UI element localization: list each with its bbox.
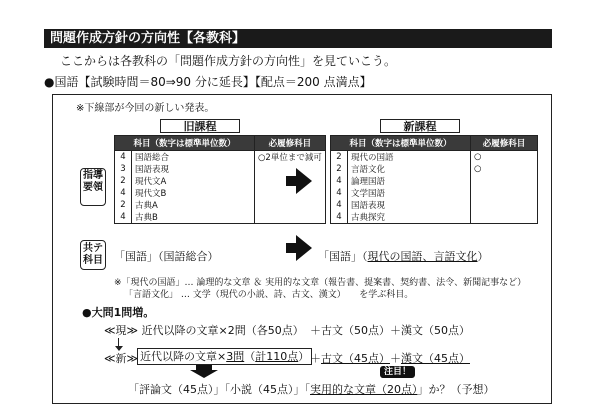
- plus-sign: ＋: [310, 352, 321, 365]
- subject-name: 言語文化: [348, 163, 471, 175]
- subject-name: 国語総合: [132, 151, 255, 164]
- unit-count: 4: [331, 199, 348, 211]
- header-subject: 科目（数字は標準単位数）: [331, 136, 471, 151]
- required-mark: [471, 175, 538, 187]
- new-main-total: 計110点: [255, 350, 299, 363]
- subject-name: 古典B: [132, 211, 255, 224]
- current-row: [104, 322, 304, 338]
- current-main: 近代以降の文章×2問（各50点）: [141, 324, 304, 337]
- note-line-1: ※「現代の国語」… 論理的な文章 ＆ 実用的な文章（報告書、提案書、契約書、法令、新聞記事など）: [114, 278, 527, 288]
- new-main-count: 3問: [226, 350, 245, 363]
- intro-text: ここからは各教科の「問題作成方針の方向性」を見ていこう。: [60, 54, 397, 68]
- required-mark: [255, 187, 326, 199]
- bold-arrow-down-icon: [190, 370, 218, 378]
- unit-count: 4: [331, 187, 348, 199]
- page-title: 問題作成方針の方向性【各教科】: [44, 29, 552, 48]
- arrow-right-icon: [296, 235, 312, 261]
- section-heading: ●国語【試験時間＝80⇒90 分に延長】【配点＝200 点満点】: [44, 75, 372, 89]
- unit-count: 4: [115, 211, 132, 224]
- common-new: [318, 248, 489, 264]
- required-mark: [255, 199, 326, 211]
- unit-count: 2: [331, 151, 348, 164]
- required-mark: ○: [471, 151, 538, 164]
- arrow-shaft: [286, 176, 296, 186]
- subject-name: 国語表現: [348, 199, 471, 211]
- new-label: ≪新≫: [104, 352, 139, 365]
- table-header: [331, 136, 538, 151]
- subject-name: 古典探究: [348, 211, 471, 224]
- subject-name: 文学国語: [348, 187, 471, 199]
- prediction-a: 「評論文（45点）」「小説（45点）」「: [128, 383, 310, 396]
- table-row: [331, 211, 538, 224]
- current-rest: ＋古文（50点）＋漢文（50点）: [310, 324, 470, 337]
- old-course-title: 旧課程: [160, 119, 240, 133]
- table-row: [115, 211, 326, 224]
- attention-badge: 注目！: [380, 366, 415, 378]
- table-header: [115, 136, 326, 151]
- new-main-a: 近代以降の文章×: [140, 350, 227, 363]
- common-test-label: 共テ科目: [80, 240, 106, 270]
- required-mark: ○: [471, 163, 538, 175]
- table-row: [331, 151, 538, 164]
- prediction-practical: 実用的な文章（20点）: [310, 383, 418, 396]
- arrow-right-icon: [296, 168, 312, 194]
- subject-name: 論理国語: [348, 175, 471, 187]
- table-row: [331, 187, 538, 199]
- subject-name: 古典A: [132, 199, 255, 211]
- subject-name: 現代の国語: [348, 151, 471, 164]
- table-row: [331, 175, 538, 187]
- guideline-label: 指導要領: [80, 168, 106, 206]
- current-label: ≪現≫: [104, 324, 139, 337]
- unit-count: 3: [115, 163, 132, 175]
- unit-count: 2: [115, 199, 132, 211]
- common-new-suffix: ）: [477, 250, 489, 263]
- required-mark: [471, 211, 538, 224]
- unit-count: 2: [115, 175, 132, 187]
- table-row: [331, 199, 538, 211]
- new-course-table: [330, 135, 538, 224]
- header-required: 必履修科目: [471, 136, 538, 151]
- required-mark: ○2単位まで減可: [255, 151, 326, 164]
- subject-name: 現代文B: [132, 187, 255, 199]
- arrow-shaft: [286, 243, 296, 253]
- table-row: [331, 163, 538, 175]
- header-required: 必履修科目: [255, 136, 326, 151]
- common-new-prefix: 「国語」（: [318, 250, 368, 263]
- new-course-title: 新課程: [380, 119, 460, 133]
- subject-name: 現代文A: [132, 175, 255, 187]
- new-kanbun: 漢文（45点）: [401, 352, 470, 365]
- common-new-subjects: 現代の国語、言語文化: [367, 250, 478, 263]
- unit-count: 4: [115, 151, 132, 164]
- new-main-box: [137, 348, 312, 365]
- table-row: [115, 199, 326, 211]
- required-mark: [471, 187, 538, 199]
- new-main-paren-close: ）: [298, 350, 310, 363]
- plus-sign: ＋: [390, 352, 401, 365]
- table-row: [115, 163, 326, 175]
- required-mark: [255, 163, 326, 175]
- required-mark: [471, 199, 538, 211]
- unit-count: 4: [331, 211, 348, 224]
- prediction-c: 」か？（予想）: [417, 383, 495, 396]
- note-line-2: 「言語文化」 … 文学（現代の小説、詩、古文、漢文） を学ぶ科目。: [124, 290, 414, 300]
- new-rest: [310, 350, 470, 366]
- prediction-line: [128, 381, 495, 397]
- unit-count: 4: [115, 187, 132, 199]
- new-kobun: 古文（45点）: [321, 352, 390, 365]
- unit-count: 2: [331, 163, 348, 175]
- required-mark: [255, 211, 326, 224]
- header-subject: 科目（数字は標準単位数）: [115, 136, 255, 151]
- table-row: [115, 151, 326, 164]
- note-underline: ※下線部が今回の新しい発表。: [76, 103, 215, 114]
- common-old: 「国語」（国語総合）: [114, 250, 219, 263]
- new-main-paren-open: （: [244, 350, 256, 363]
- unit-count: 4: [331, 175, 348, 187]
- subject-name: 国語表現: [132, 163, 255, 175]
- table-row: [115, 187, 326, 199]
- daimon-heading: ●大問1問増。: [82, 306, 155, 319]
